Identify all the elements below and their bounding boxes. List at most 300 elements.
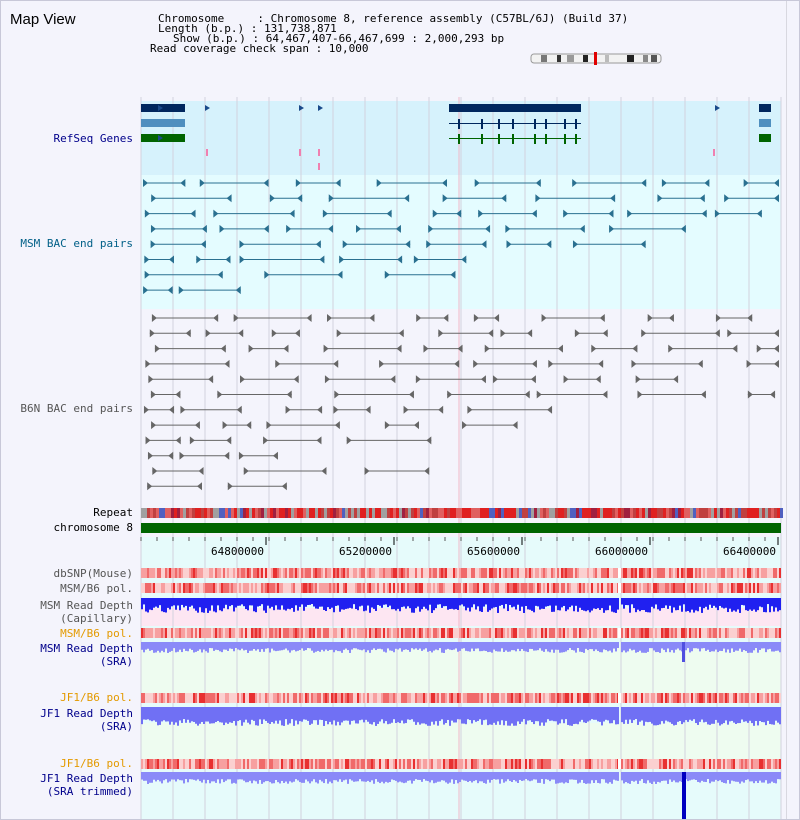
track-label-msm-depth-capillary[interactable]: MSM Read Depth — [40, 599, 133, 612]
msm-capillary-depth — [321, 598, 323, 607]
jf1-trimmed-depth — [509, 772, 511, 781]
jf1-sra-depth — [263, 707, 265, 719]
jf1-b6-pol-strip-2 — [607, 759, 609, 769]
exon-mark — [534, 134, 536, 144]
repeat-block — [432, 508, 435, 518]
msm-b6-pol-strip-2 — [541, 628, 543, 638]
jf1-b6-pol-strip — [527, 693, 529, 703]
jf1-trimmed-depth — [269, 772, 271, 782]
msm-b6-pol-strip — [175, 583, 177, 593]
msm-capillary-depth — [745, 598, 747, 610]
msm-b6-pol-strip — [653, 583, 655, 593]
jf1-b6-pol-strip-2 — [677, 759, 679, 769]
jf1-trimmed-depth — [173, 772, 175, 780]
msm-b6-pol-strip — [685, 583, 687, 593]
msm-b6-pol-strip — [621, 583, 623, 593]
jf1-b6-pol-strip — [513, 693, 515, 703]
msm-capillary-depth — [409, 598, 411, 608]
jf1-sra-depth — [227, 707, 229, 724]
msm-b6-pol-strip-2 — [727, 628, 729, 638]
msm-sra-depth — [705, 642, 707, 651]
msm-b6-pol-strip — [657, 583, 659, 593]
msm-b6-pol-strip-2 — [301, 628, 303, 638]
msm-b6-pol-strip — [747, 583, 749, 593]
jf1-trimmed-depth — [717, 772, 719, 781]
jf1-sra-depth — [557, 707, 559, 725]
msm-capillary-depth — [219, 598, 221, 610]
jf1-sra-depth — [665, 707, 667, 721]
msm-capillary-depth — [387, 598, 389, 607]
msm-capillary-depth — [491, 598, 493, 609]
b6n-bac-pair-end — [275, 360, 280, 368]
jf1-b6-pol-strip — [519, 693, 521, 703]
msm-b6-pol-strip — [455, 583, 457, 593]
refseq-gene — [449, 123, 581, 124]
jf1-b6-pol-strip — [441, 693, 443, 703]
jf1-trimmed-depth — [217, 772, 219, 779]
repeat-block — [177, 508, 180, 518]
jf1-b6-pol-strip-2 — [291, 759, 293, 769]
msm-sra-depth — [391, 642, 393, 651]
repeat-block — [750, 508, 753, 518]
jf1-trimmed-depth — [253, 772, 255, 781]
msm-sra-depth — [275, 642, 277, 651]
repeat-block — [276, 508, 279, 518]
msm-b6-pol-strip-2 — [741, 628, 743, 638]
jf1-b6-pol-strip — [205, 693, 207, 703]
msm-sra-depth — [205, 642, 207, 651]
jf1-sra-depth — [363, 707, 365, 722]
jf1-trimmed-depth — [693, 772, 695, 779]
msm-b6-pol-strip-2 — [713, 628, 715, 638]
msm-b6-pol-strip — [475, 583, 477, 593]
jf1-b6-pol-strip-2 — [501, 759, 503, 769]
jf1-b6-pol-strip — [145, 693, 147, 703]
msm-sra-depth — [375, 642, 377, 650]
jf1-trimmed-depth — [219, 772, 221, 783]
msm-capillary-depth — [641, 598, 643, 610]
jf1-b6-pol-strip — [377, 693, 379, 703]
jf1-sra-depth — [633, 707, 635, 720]
msm-sra-depth — [425, 642, 427, 648]
jf1-sra-depth — [611, 707, 613, 723]
repeat-block — [228, 508, 231, 518]
jf1-sra-depth — [373, 707, 375, 722]
track-label-chromosome[interactable]: chromosome 8 — [53, 521, 133, 534]
repeat-block — [684, 508, 687, 518]
msm-b6-pol-strip — [695, 583, 697, 593]
msm-capillary-depth — [651, 598, 653, 607]
track-label-jf1-depth-trimmed[interactable]: JF1 Read Depth — [40, 772, 133, 785]
b6n-bac-pair-end — [316, 436, 321, 444]
dbsnp-strip — [167, 568, 169, 578]
msm-b6-pol-strip-2 — [235, 628, 237, 638]
jf1-trimmed-depth — [413, 772, 415, 781]
msm-b6-pol-strip — [399, 583, 401, 593]
jf1-sra-depth — [397, 707, 399, 722]
msm-b6-pol-strip — [459, 583, 461, 593]
jf1-b6-pol-strip-2 — [753, 759, 755, 769]
msm-sra-depth — [511, 642, 513, 650]
msm-b6-pol-strip-2 — [299, 628, 301, 638]
dbsnp-strip — [771, 568, 773, 578]
jf1-b6-pol-strip — [683, 693, 685, 703]
msm-capillary-depth — [445, 598, 447, 606]
jf1-sra-depth — [495, 707, 497, 725]
jf1-b6-pol-strip — [413, 693, 415, 703]
msm-b6-pol-strip-2 — [531, 628, 533, 638]
msm-capillary-depth — [751, 598, 753, 611]
msm-b6-pol-strip — [201, 583, 203, 593]
dbsnp-strip — [757, 568, 759, 578]
msm-sra-depth — [291, 642, 293, 650]
msm-sra-depth — [601, 642, 603, 652]
jf1-trimmed-depth — [471, 772, 473, 782]
jf1-trimmed-depth — [665, 772, 667, 781]
msm-b6-pol-strip — [595, 583, 597, 593]
jf1-b6-pol-strip-2 — [469, 759, 471, 769]
msm-b6-pol-strip-2 — [433, 628, 435, 638]
jf1-sra-depth — [493, 707, 495, 723]
jf1-b6-pol-strip-2 — [287, 759, 289, 769]
msm-b6-pol-strip — [203, 583, 205, 593]
jf1-trimmed-depth — [165, 772, 167, 779]
jf1-b6-pol-strip-2 — [329, 759, 331, 769]
msm-b6-pol-strip-2 — [197, 628, 199, 638]
jf1-trimmed-depth — [293, 772, 295, 782]
track-label-refseq[interactable]: RefSeq Genes — [53, 132, 133, 145]
repeat-block — [546, 508, 549, 518]
msm-capillary-depth — [373, 598, 375, 609]
msm-b6-pol-strip — [773, 583, 775, 593]
msm-b6-pol-strip-2 — [275, 628, 277, 638]
msm-capillary-depth — [587, 598, 589, 610]
repeat-block — [690, 508, 693, 518]
track-label-repeat[interactable]: Repeat — [93, 506, 133, 519]
msm-b6-pol-strip — [571, 583, 573, 593]
repeat-block — [192, 508, 195, 518]
msm-b6-pol-strip — [707, 583, 709, 593]
jf1-trimmed-depth — [359, 772, 361, 779]
dbsnp-strip — [313, 568, 315, 578]
jf1-b6-pol-strip — [261, 693, 263, 703]
jf1-b6-pol-strip-2 — [615, 759, 617, 769]
msm-b6-pol-strip-2 — [635, 628, 637, 638]
jf1-b6-pol-strip — [143, 693, 145, 703]
jf1-b6-pol-strip — [265, 693, 267, 703]
jf1-trimmed-depth — [671, 772, 673, 782]
jf1-b6-pol-strip-2 — [687, 759, 689, 769]
b6n-bac-pair-end — [716, 314, 721, 322]
msm-capillary-depth — [249, 598, 251, 605]
track-label-msm-depth-sra[interactable]: MSM Read Depth — [40, 642, 133, 655]
jf1-sra-depth — [141, 707, 143, 724]
msm-capillary-depth — [477, 598, 479, 606]
msm-sra-depth — [255, 642, 257, 651]
b6n-bac-pair-end — [641, 329, 646, 337]
msm-b6-pol-strip-2 — [353, 628, 355, 638]
repeat-block — [255, 508, 258, 518]
jf1-b6-pol-strip — [183, 693, 185, 703]
track-label-msm-bac[interactable]: MSM BAC end pairs — [20, 237, 133, 250]
jf1-sra-depth — [751, 707, 753, 723]
repeat-block — [624, 508, 627, 518]
jf1-b6-pol-strip-2 — [487, 759, 489, 769]
msm-b6-pol-strip — [285, 583, 287, 593]
track-label-b6n-bac[interactable]: B6N BAC end pairs — [20, 402, 133, 415]
dbsnp-strip — [769, 568, 771, 578]
track-label-msm-b6-pol-1[interactable]: MSM/B6 pol. — [60, 582, 133, 595]
jf1-trimmed-depth — [649, 772, 651, 783]
jf1-b6-pol-strip — [207, 693, 209, 703]
dbsnp-strip — [299, 568, 301, 578]
msm-b6-pol-strip-2 — [335, 628, 337, 638]
msm-b6-pol-strip-2 — [327, 628, 329, 638]
b6n-bac-pair-end — [195, 421, 200, 429]
msm-sra-depth — [455, 642, 457, 648]
dbsnp-strip — [359, 568, 361, 578]
track-label-jf1-b6-pol-1[interactable]: JF1/B6 pol. — [60, 691, 133, 704]
jf1-b6-pol-strip — [507, 693, 509, 703]
jf1-trimmed-depth — [523, 772, 525, 780]
repeat-block — [576, 508, 579, 518]
msm-capillary-depth — [475, 598, 477, 610]
repeat-block — [540, 508, 543, 518]
msm-b6-pol-strip — [461, 583, 463, 593]
msm-capillary-depth — [621, 598, 623, 605]
jf1-sra-depth — [215, 707, 217, 722]
jf1-b6-pol-strip-2 — [599, 759, 601, 769]
jf1-trimmed-depth — [503, 772, 505, 783]
msm-capillary-depth — [459, 598, 461, 605]
track-label-jf1-depth-sra[interactable]: JF1 Read Depth — [40, 707, 133, 720]
repeat-block — [156, 508, 159, 518]
dbsnp-strip — [703, 568, 705, 578]
dbsnp-strip — [295, 568, 297, 578]
msm-sra-depth — [695, 642, 697, 648]
msm-capillary-depth — [247, 598, 249, 610]
dbsnp-strip — [233, 568, 235, 578]
jf1-trimmed-depth — [149, 772, 151, 783]
jf1-b6-pol-strip-2 — [477, 759, 479, 769]
b6n-bac-pair-end — [648, 314, 653, 322]
msm-b6-pol-strip — [437, 583, 439, 593]
dbsnp-strip — [763, 568, 765, 578]
msm-sra-depth — [661, 642, 663, 648]
msm-capillary-depth — [317, 598, 319, 609]
msm-capillary-depth — [223, 598, 225, 608]
repeat-block — [312, 508, 315, 518]
jf1-sra-depth — [697, 707, 699, 725]
jf1-sra-depth — [413, 707, 415, 722]
jf1-b6-pol-strip — [593, 693, 595, 703]
jf1-b6-pol-strip — [387, 693, 389, 703]
jf1-sra-depth — [689, 707, 691, 720]
jf1-sra-depth — [675, 707, 677, 725]
jf1-sra-depth — [407, 707, 409, 719]
dbsnp-strip — [297, 568, 299, 578]
dbsnp-strip — [257, 568, 259, 578]
dbsnp-strip — [381, 568, 383, 578]
msm-b6-pol-strip-2 — [251, 628, 253, 638]
jf1-b6-pol-strip-2 — [771, 759, 773, 769]
jf1-b6-pol-strip — [777, 693, 779, 703]
msm-b6-pol-strip-2 — [305, 628, 307, 638]
b6n-bac-pair-end — [532, 360, 537, 368]
jf1-trimmed-depth — [205, 772, 207, 783]
msm-b6-pol-strip-2 — [379, 628, 381, 638]
repeat-block — [699, 508, 702, 518]
jf1-b6-pol-strip-2 — [557, 759, 559, 769]
jf1-b6-pol-strip-2 — [621, 759, 623, 769]
jf1-trimmed-depth — [705, 772, 707, 782]
jf1-b6-pol-strip-2 — [625, 759, 627, 769]
msm-b6-pol-strip — [699, 583, 701, 593]
msm-sra-depth — [723, 642, 725, 649]
jf1-b6-pol-strip-2 — [437, 759, 439, 769]
msm-b6-pol-strip-2 — [447, 628, 449, 638]
jf1-b6-pol-strip-2 — [201, 759, 203, 769]
msm-b6-pol-strip — [551, 583, 553, 593]
msm-capillary-depth — [697, 598, 699, 611]
msm-sra-depth — [149, 642, 151, 651]
jf1-b6-pol-strip-2 — [211, 759, 213, 769]
msm-b6-pol-strip-2 — [569, 628, 571, 638]
jf1-b6-pol-strip — [141, 693, 143, 703]
jf1-b6-pol-strip-2 — [393, 759, 395, 769]
msm-sra-depth — [155, 642, 157, 652]
msm-capillary-depth — [645, 598, 647, 612]
jf1-trimmed-depth — [297, 772, 299, 780]
repeat-block — [771, 508, 774, 518]
msm-b6-pol-strip-2 — [581, 628, 583, 638]
msm-b6-pol-strip-2 — [587, 628, 589, 638]
jf1-sra-depth — [365, 707, 367, 720]
repeat-block — [210, 508, 213, 518]
dbsnp-strip — [423, 568, 425, 578]
jf1-b6-pol-strip-2 — [541, 759, 543, 769]
msm-b6-pol-strip — [309, 583, 311, 593]
msm-b6-pol-strip — [377, 583, 379, 593]
msm-capillary-depth — [487, 598, 489, 612]
jf1-b6-pol-strip-2 — [543, 759, 545, 769]
jf1-trimmed-depth — [299, 772, 301, 782]
msm-b6-pol-strip-2 — [775, 628, 777, 638]
jf1-b6-pol-strip-2 — [283, 759, 285, 769]
msm-b6-pol-strip-2 — [323, 628, 325, 638]
msm-b6-pol-strip — [275, 583, 277, 593]
jf1-trimmed-depth — [363, 772, 365, 782]
jf1-b6-pol-strip — [721, 693, 723, 703]
jf1-b6-pol-strip — [343, 693, 345, 703]
msm-b6-pol-strip-2 — [601, 628, 603, 638]
jf1-b6-pol-strip-2 — [419, 759, 421, 769]
jf1-sra-depth — [179, 707, 181, 720]
track-label-msm-b6-pol-2[interactable]: MSM/B6 pol. — [60, 627, 133, 640]
msm-b6-pol-strip-2 — [625, 628, 627, 638]
msm-capillary-depth — [703, 598, 705, 608]
repeat-block — [708, 508, 711, 518]
repeat-block — [693, 508, 696, 518]
msm-capillary-depth — [415, 598, 417, 608]
jf1-b6-pol-strip — [419, 693, 421, 703]
jf1-trimmed-depth — [689, 772, 691, 780]
dbsnp-strip — [403, 568, 405, 578]
repeat-block — [756, 508, 759, 518]
dbsnp-strip — [515, 568, 517, 578]
msm-b6-pol-strip-2 — [641, 628, 643, 638]
msm-b6-pol-strip-2 — [333, 628, 335, 638]
msm-b6-pol-strip — [495, 583, 497, 593]
msm-b6-pol-strip — [427, 583, 429, 593]
jf1-b6-pol-strip — [211, 693, 213, 703]
jf1-b6-pol-strip-2 — [663, 759, 665, 769]
jf1-sra-depth — [655, 707, 657, 725]
msm-sra-depth — [373, 642, 375, 648]
jf1-b6-pol-strip — [677, 693, 679, 703]
jf1-sra-depth — [425, 707, 427, 724]
repeat-block — [702, 508, 705, 518]
track-label-jf1-b6-pol-2[interactable]: JF1/B6 pol. — [60, 757, 133, 770]
jf1-b6-pol-strip — [397, 693, 399, 703]
msm-sra-depth — [337, 642, 339, 651]
msm-capillary-depth — [701, 598, 703, 613]
jf1-b6-pol-strip-2 — [319, 759, 321, 769]
jf1-b6-pol-strip-2 — [205, 759, 207, 769]
msm-b6-pol-strip-2 — [291, 628, 293, 638]
msm-b6-pol-strip — [725, 583, 727, 593]
b6n-bac-pair-end — [385, 421, 390, 429]
b6n-bac-pair-end — [179, 452, 184, 460]
repeat-block — [189, 508, 192, 518]
msm-b6-pol-strip-2 — [675, 628, 677, 638]
msm-b6-pol-strip — [675, 583, 677, 593]
msm-b6-pol-strip-2 — [233, 628, 235, 638]
msm-sra-depth — [591, 642, 593, 649]
dbsnp-strip — [735, 568, 737, 578]
repeat-block — [633, 508, 636, 518]
msm-sra-depth — [563, 642, 565, 652]
jf1-sra-depth — [681, 707, 683, 724]
b6n-bac-pair-end — [673, 375, 678, 383]
msm-b6-pol-strip-2 — [481, 628, 483, 638]
jf1-b6-pol-strip — [459, 693, 461, 703]
dbsnp-strip — [525, 568, 527, 578]
msm-sra-depth — [371, 642, 373, 650]
msm-capillary-depth — [359, 598, 361, 606]
jf1-sra-depth — [191, 707, 193, 721]
jf1-sra-depth — [237, 707, 239, 721]
b6n-bac-pair-end — [221, 345, 226, 353]
jf1-b6-pol-strip — [649, 693, 651, 703]
repeat-block — [447, 508, 450, 518]
repeat-block — [282, 508, 285, 518]
jf1-trimmed-depth — [575, 772, 577, 780]
repeat-block — [261, 508, 264, 518]
track-label-dbsnp[interactable]: dbSNP(Mouse) — [53, 567, 133, 580]
msm-capillary-depth — [741, 598, 743, 605]
msm-capillary-depth — [721, 598, 723, 608]
dbsnp-strip — [277, 568, 279, 578]
jf1-b6-pol-strip — [485, 693, 487, 703]
jf1-b6-pol-strip — [609, 693, 611, 703]
jf1-sra-depth — [337, 707, 339, 722]
jf1-sra-depth — [721, 707, 723, 724]
jf1-trimmed-depth — [235, 772, 237, 784]
jf1-b6-pol-strip-2 — [561, 759, 563, 769]
dbsnp-strip — [651, 568, 653, 578]
repeat-block — [603, 508, 606, 518]
